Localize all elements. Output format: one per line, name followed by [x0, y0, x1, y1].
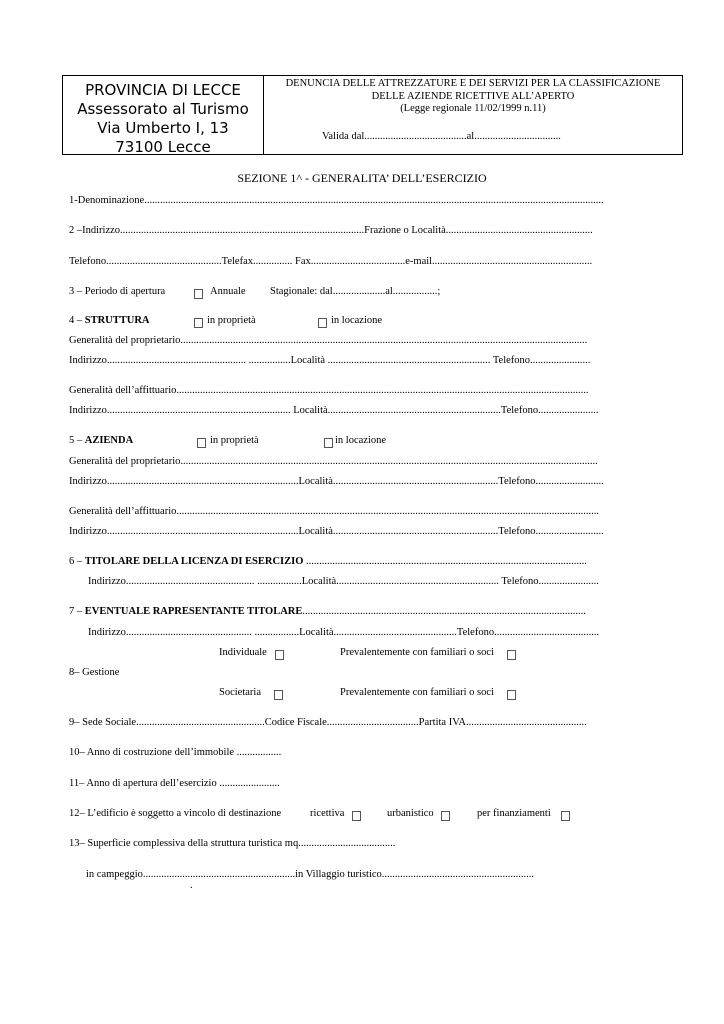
field-stagionale[interactable]: Stagionale: dal....................al.................;: [270, 286, 441, 297]
struttura-locazione-label: in locazione: [331, 315, 383, 326]
field-anno-costruzione[interactable]: 10– Anno di costruzione dell’immobile .................: [69, 747, 282, 758]
rappresentante-heading[interactable]: 7 – EVENTUALE RAPRESENTANTE TITOLARE............................................................................................................: [69, 606, 586, 617]
societaria-checkbox[interactable]: [274, 690, 283, 700]
azienda-proprieta-label: in proprietà: [210, 435, 259, 446]
field-indirizzo-row-6[interactable]: Indirizzo................................................ .................Località...............................................Telefono........................................: [88, 627, 600, 638]
titolare-label: TITOLARE DELLA LICENZA DI ESERCIZIO: [84, 556, 304, 567]
header-title-1: DENUNCIA DELLE ATTREZZATURE E DEI SERVIZI PER LA CLASSIFICAZIONE: [285, 78, 661, 89]
header-title-2: DELLE AZIENDE RICETTIVE ALL’APERTO: [371, 90, 575, 102]
header-valid: Valida dal.......................................al.................................: [322, 130, 561, 142]
annuale-checkbox[interactable]: [194, 289, 203, 299]
periodo-label: 3 – Periodo di apertura: [69, 286, 166, 297]
vincolo-label: 12– L’edificio è soggetto a vincolo di destinazione: [69, 808, 282, 819]
prevalentemente-label-1: Prevalentemente con familiari o soci: [340, 647, 494, 658]
field-anno-apertura[interactable]: 11– Anno di apertura dell’esercizio .......................: [69, 778, 280, 789]
field-gen-affittuario-2[interactable]: Generalità dell’affittuario.................................................................................................................................................................: [69, 506, 600, 517]
field-telefono[interactable]: Telefono............................................Telefax............... Fax....................................e-mail.............................................................: [69, 256, 593, 267]
finanziamenti-label: per finanziamenti: [477, 808, 551, 819]
field-superficie[interactable]: 13– Superficie complessiva della struttura turistica mq.....................................: [69, 838, 396, 849]
field-sede-sociale[interactable]: 9– Sede Sociale.................................................Codice Fiscale...................................Partita IVA..............................................: [69, 717, 587, 728]
field-indirizzo-row-2[interactable]: Indirizzo...................................................................... Località..................................................................Telefono.......................: [69, 405, 599, 416]
ricettiva-checkbox[interactable]: [352, 811, 361, 821]
header-box: [62, 75, 683, 155]
struttura-heading: 4 – STRUTTURA: [69, 315, 150, 326]
azienda-locazione-label: in locazione: [335, 435, 387, 446]
field-indirizzo-row-5[interactable]: Indirizzo................................................. .................Località.............................................................. Telefono.......................: [88, 576, 599, 587]
azienda-label: AZIENDA: [84, 435, 134, 446]
field-denominazione[interactable]: 1-Denominazione...............................................................................................................................................................................: [69, 195, 604, 206]
rappresentante-label: EVENTUALE RAPRESENTANTE TITOLARE: [84, 606, 303, 617]
section-title: SEZIONE 1^ - GENERALITA’ DELL’ESERCIZIO: [237, 171, 487, 185]
gestione-label: 8– Gestione: [69, 667, 120, 678]
prevalentemente-checkbox-2[interactable]: [507, 690, 516, 700]
header-address: Via Umberto I, 13: [97, 119, 229, 137]
azienda-locazione-checkbox[interactable]: [324, 438, 333, 448]
header-left: [63, 76, 264, 154]
struttura-proprieta-checkbox[interactable]: [194, 318, 203, 328]
field-indirizzo-row-1[interactable]: Indirizzo..................................................... ................Località .............................................................. Telefono.......................: [69, 355, 591, 366]
field-gen-proprietario-2[interactable]: Generalità del proprietario...............................................................................................................................................................: [69, 456, 598, 467]
societaria-label: Societaria: [219, 687, 261, 698]
urbanistico-label: urbanistico: [387, 808, 434, 819]
azienda-proprieta-checkbox[interactable]: [197, 438, 206, 448]
field-indirizzo-row-4[interactable]: Indirizzo.........................................................................Località...............................................................Telefono..........................: [69, 526, 604, 537]
individuale-label: Individuale: [219, 647, 267, 658]
prevalentemente-label-2: Prevalentemente con familiari o soci: [340, 687, 494, 698]
struttura-locazione-checkbox[interactable]: [318, 318, 327, 328]
individuale-checkbox[interactable]: [275, 650, 284, 660]
header-city: 73100 Lecce: [115, 138, 211, 156]
header-right: [264, 76, 682, 154]
annuale-label: Annuale: [210, 286, 246, 297]
struttura-proprieta-label: in proprietà: [207, 315, 256, 326]
titolare-heading[interactable]: 6 – TITOLARE DELLA LICENZA DI ESERCIZIO ...........................................................................................................: [69, 556, 587, 567]
field-campeggio[interactable]: in campeggio..........................................................in Villaggio turistico..........................................................: [86, 869, 535, 880]
field-indirizzo[interactable]: 2 –Indirizzo.............................................................................................Frazione o Località........................................................: [69, 225, 593, 236]
field-gen-proprietario-1[interactable]: Generalità del proprietario...........................................................................................................................................................: [69, 335, 588, 346]
field-gen-affittuario-1[interactable]: Generalità dell’affittuario.............................................................................................................................................................: [69, 385, 589, 396]
field-indirizzo-row-3[interactable]: Indirizzo.........................................................................Località...............................................................Telefono..........................: [69, 476, 604, 487]
header-law: (Legge regionale 11/02/1999 n.11): [400, 103, 546, 114]
header-assessorato: Assessorato al Turismo: [77, 100, 249, 118]
azienda-heading: 5 – AZIENDA: [69, 435, 134, 446]
finanziamenti-checkbox[interactable]: [561, 811, 570, 821]
struttura-label: STRUTTURA: [84, 315, 150, 326]
urbanistico-checkbox[interactable]: [441, 811, 450, 821]
prevalentemente-checkbox-1[interactable]: [507, 650, 516, 660]
header-province: PROVINCIA DI LECCE: [85, 81, 241, 99]
ricettiva-label: ricettiva: [310, 808, 345, 819]
stray-dot: .: [190, 880, 193, 891]
